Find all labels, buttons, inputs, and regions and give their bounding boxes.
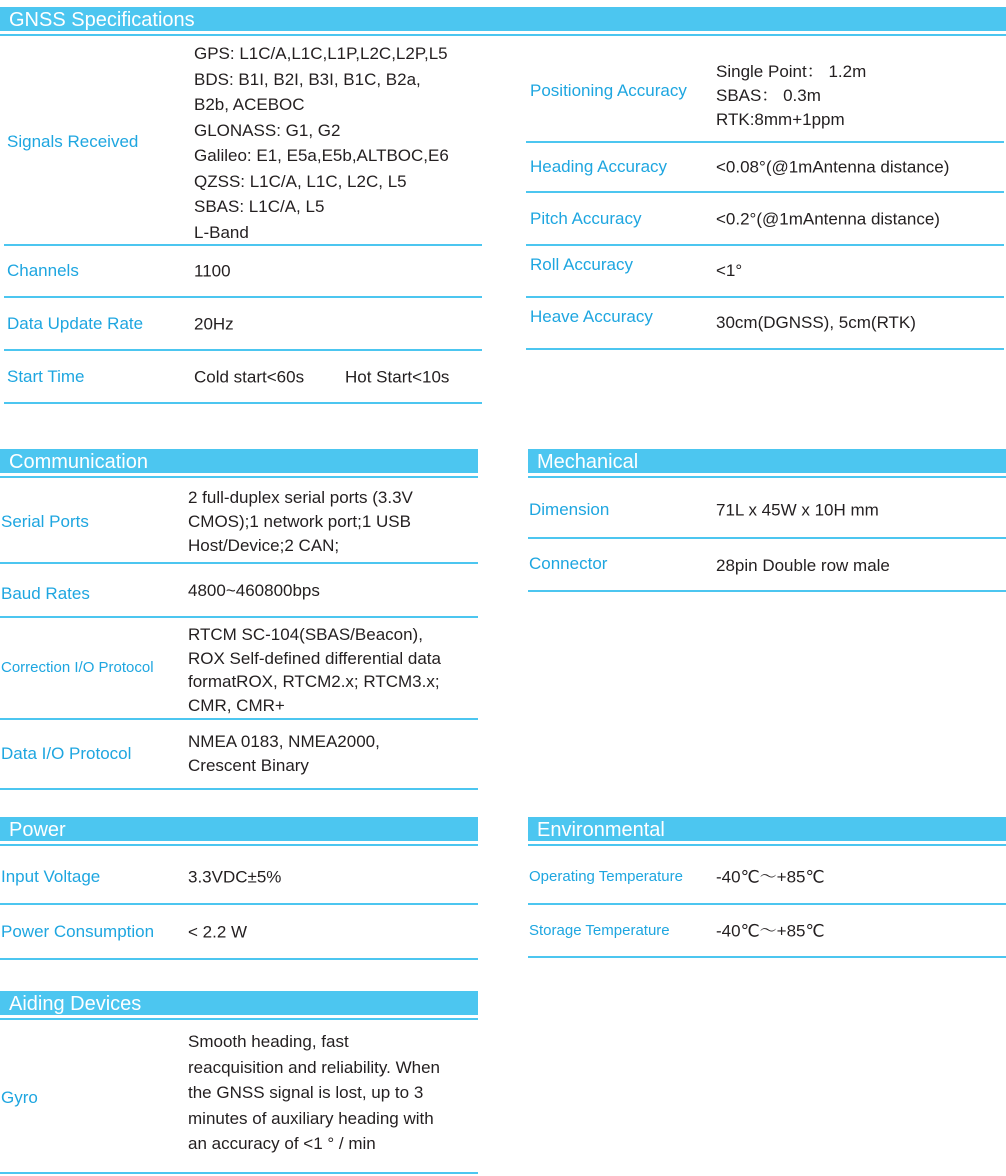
row-input-voltage — [0, 850, 478, 905]
positioning-accuracy-value — [716, 60, 866, 132]
serial-line: Host/Device;2 CAN; — [188, 536, 340, 555]
row-serial-ports — [0, 482, 478, 564]
positioning-line: SBAS： 0.3m — [716, 86, 821, 105]
row-roll-accuracy — [526, 246, 1004, 298]
signal-line: Galileo: E1, E5a,E5b,ALTBOC,E6 — [194, 146, 449, 165]
row-data-update-rate — [4, 298, 482, 351]
data-update-rate-label: Data Update Rate — [7, 313, 144, 333]
data-io-protocol-value — [188, 730, 380, 778]
positioning-line: Single Point： 1.2m — [716, 62, 867, 81]
input-voltage-label: Input Voltage — [1, 866, 101, 886]
roll-accuracy-label: Roll Accuracy — [530, 255, 633, 274]
correction-line: CMR, CMR+ — [188, 695, 285, 715]
positioning-accuracy-label: Positioning Accuracy — [530, 80, 687, 100]
gyro-label: Gyro — [1, 1088, 38, 1107]
start-time-cold: Cold start<60s — [194, 366, 305, 386]
communication-section-title: Communication — [0, 449, 478, 475]
aiding-table — [0, 1024, 478, 1174]
correction-line: formatROX, RTCM2.x; RTCM3.x; — [188, 672, 440, 691]
row-connector — [528, 539, 1006, 592]
data-io-line: NMEA 0183, NMEA2000, — [188, 732, 380, 751]
gyro-line: Smooth heading, fast — [188, 1032, 349, 1051]
serial-ports-label: Serial Ports — [1, 512, 89, 531]
row-data-io-protocol — [0, 720, 478, 790]
heave-accuracy-value: 30cm(DGNSS), 5cm(RTK) — [716, 313, 916, 332]
serial-ports-value — [188, 486, 413, 558]
gyro-line: an accuracy of <1 ° / min — [188, 1134, 376, 1153]
gyro-line: the GNSS signal is lost, up to 3 — [188, 1083, 424, 1102]
baud-rates-label: Baud Rates — [1, 584, 90, 603]
roll-accuracy-value: <1° — [716, 261, 743, 280]
data-update-rate-value: 20Hz — [194, 313, 234, 333]
row-positioning-accuracy — [526, 40, 1004, 143]
power-consumption-value: < 2.2 W — [188, 921, 248, 941]
gyro-line: reacquisition and reliability. When — [188, 1057, 440, 1077]
signals-received-value — [194, 41, 449, 245]
mechanical-section-title: Mechanical — [528, 449, 1006, 475]
signal-line: GPS: L1C/A,L1C,L1P,L2C,L2P,L5 — [194, 44, 448, 63]
gyro-line: minutes of auxiliary heading with — [188, 1108, 434, 1128]
storage-temperature-value: -40℃～+85℃ — [716, 920, 825, 940]
heading-accuracy-value: <0.08°(@1mAntenna distance) — [716, 157, 950, 177]
data-io-line: Crescent Binary — [188, 756, 309, 775]
heading-accuracy-label: Heading Accuracy — [530, 157, 668, 176]
gnss-right-table — [526, 40, 1004, 352]
power-consumption-label: Power Consumption — [1, 921, 155, 941]
row-power-consumption — [0, 905, 478, 960]
row-baud-rates — [0, 564, 478, 618]
dimension-value: 71L x 45W x 10H mm — [716, 499, 879, 519]
baud-rates-value: 4800~460800bps — [188, 581, 320, 600]
signals-received-label: Signals Received — [7, 132, 139, 151]
gnss-section-title: GNSS Specifications — [0, 7, 1006, 33]
correction-protocol-value — [188, 623, 441, 717]
signal-line: GLONASS: G1, G2 — [194, 120, 341, 140]
signal-line: L-Band — [194, 222, 249, 242]
signal-line: BDS: B1I, B2I, B3I, B1C, B2a, — [194, 69, 421, 89]
row-gyro — [0, 1024, 478, 1174]
environmental-section-title: Environmental — [528, 817, 1006, 843]
row-heave-accuracy — [526, 298, 1004, 350]
row-operating-temperature — [528, 850, 1006, 905]
signal-line: QZSS: L1C/A, L1C, L2C, L5 — [194, 171, 407, 191]
communication-table — [0, 482, 478, 790]
signal-line: B2b, ACEBOC — [194, 95, 305, 114]
environmental-table — [528, 850, 1006, 960]
gyro-value — [188, 1029, 440, 1157]
serial-line: 2 full-duplex serial ports (3.3V — [188, 488, 413, 507]
channels-label: Channels — [7, 261, 79, 280]
row-heading-accuracy — [526, 143, 1004, 193]
serial-line: CMOS);1 network port;1 USB — [188, 512, 411, 531]
signal-line: SBAS: L1C/A, L5 — [194, 197, 325, 216]
gnss-left-table — [4, 40, 482, 404]
aiding-section-title: Aiding Devices — [0, 991, 478, 1017]
power-section-title: Power — [0, 817, 478, 843]
start-time-label: Start Time — [7, 366, 85, 386]
correction-protocol-label: Correction I/O Protocol — [1, 659, 154, 676]
data-io-protocol-label: Data I/O Protocol — [1, 744, 132, 763]
pitch-accuracy-label: Pitch Accuracy — [530, 208, 642, 228]
row-signals-received — [4, 40, 482, 246]
correction-line: ROX Self-defined differential data — [188, 648, 441, 668]
mechanical-table — [528, 482, 1006, 592]
connector-label: Connector — [529, 554, 608, 573]
dimension-label: Dimension — [529, 499, 610, 519]
channels-value: 1100 — [194, 261, 231, 281]
heave-accuracy-label: Heave Accuracy — [530, 307, 653, 326]
pitch-accuracy-value: <0.2°(@1mAntenna distance) — [716, 208, 940, 228]
storage-temperature-label: Storage Temperature — [529, 921, 670, 939]
power-table — [0, 850, 478, 960]
row-pitch-accuracy — [526, 193, 1004, 246]
input-voltage-value: 3.3VDC±5% — [188, 866, 282, 886]
operating-temperature-value: -40℃～+85℃ — [716, 866, 825, 886]
positioning-line: RTK:8mm+1ppm — [716, 110, 845, 129]
start-time-hot: Hot Start<10s — [345, 366, 450, 386]
row-channels — [4, 246, 482, 298]
row-correction-protocol — [0, 618, 478, 720]
connector-value: 28pin Double row male — [716, 556, 890, 575]
operating-temperature-label: Operating Temperature — [529, 867, 683, 885]
row-dimension — [528, 482, 1006, 539]
row-storage-temperature — [528, 905, 1006, 958]
row-start-time — [4, 351, 482, 404]
correction-line: RTCM SC-104(SBAS/Beacon), — [188, 625, 423, 644]
